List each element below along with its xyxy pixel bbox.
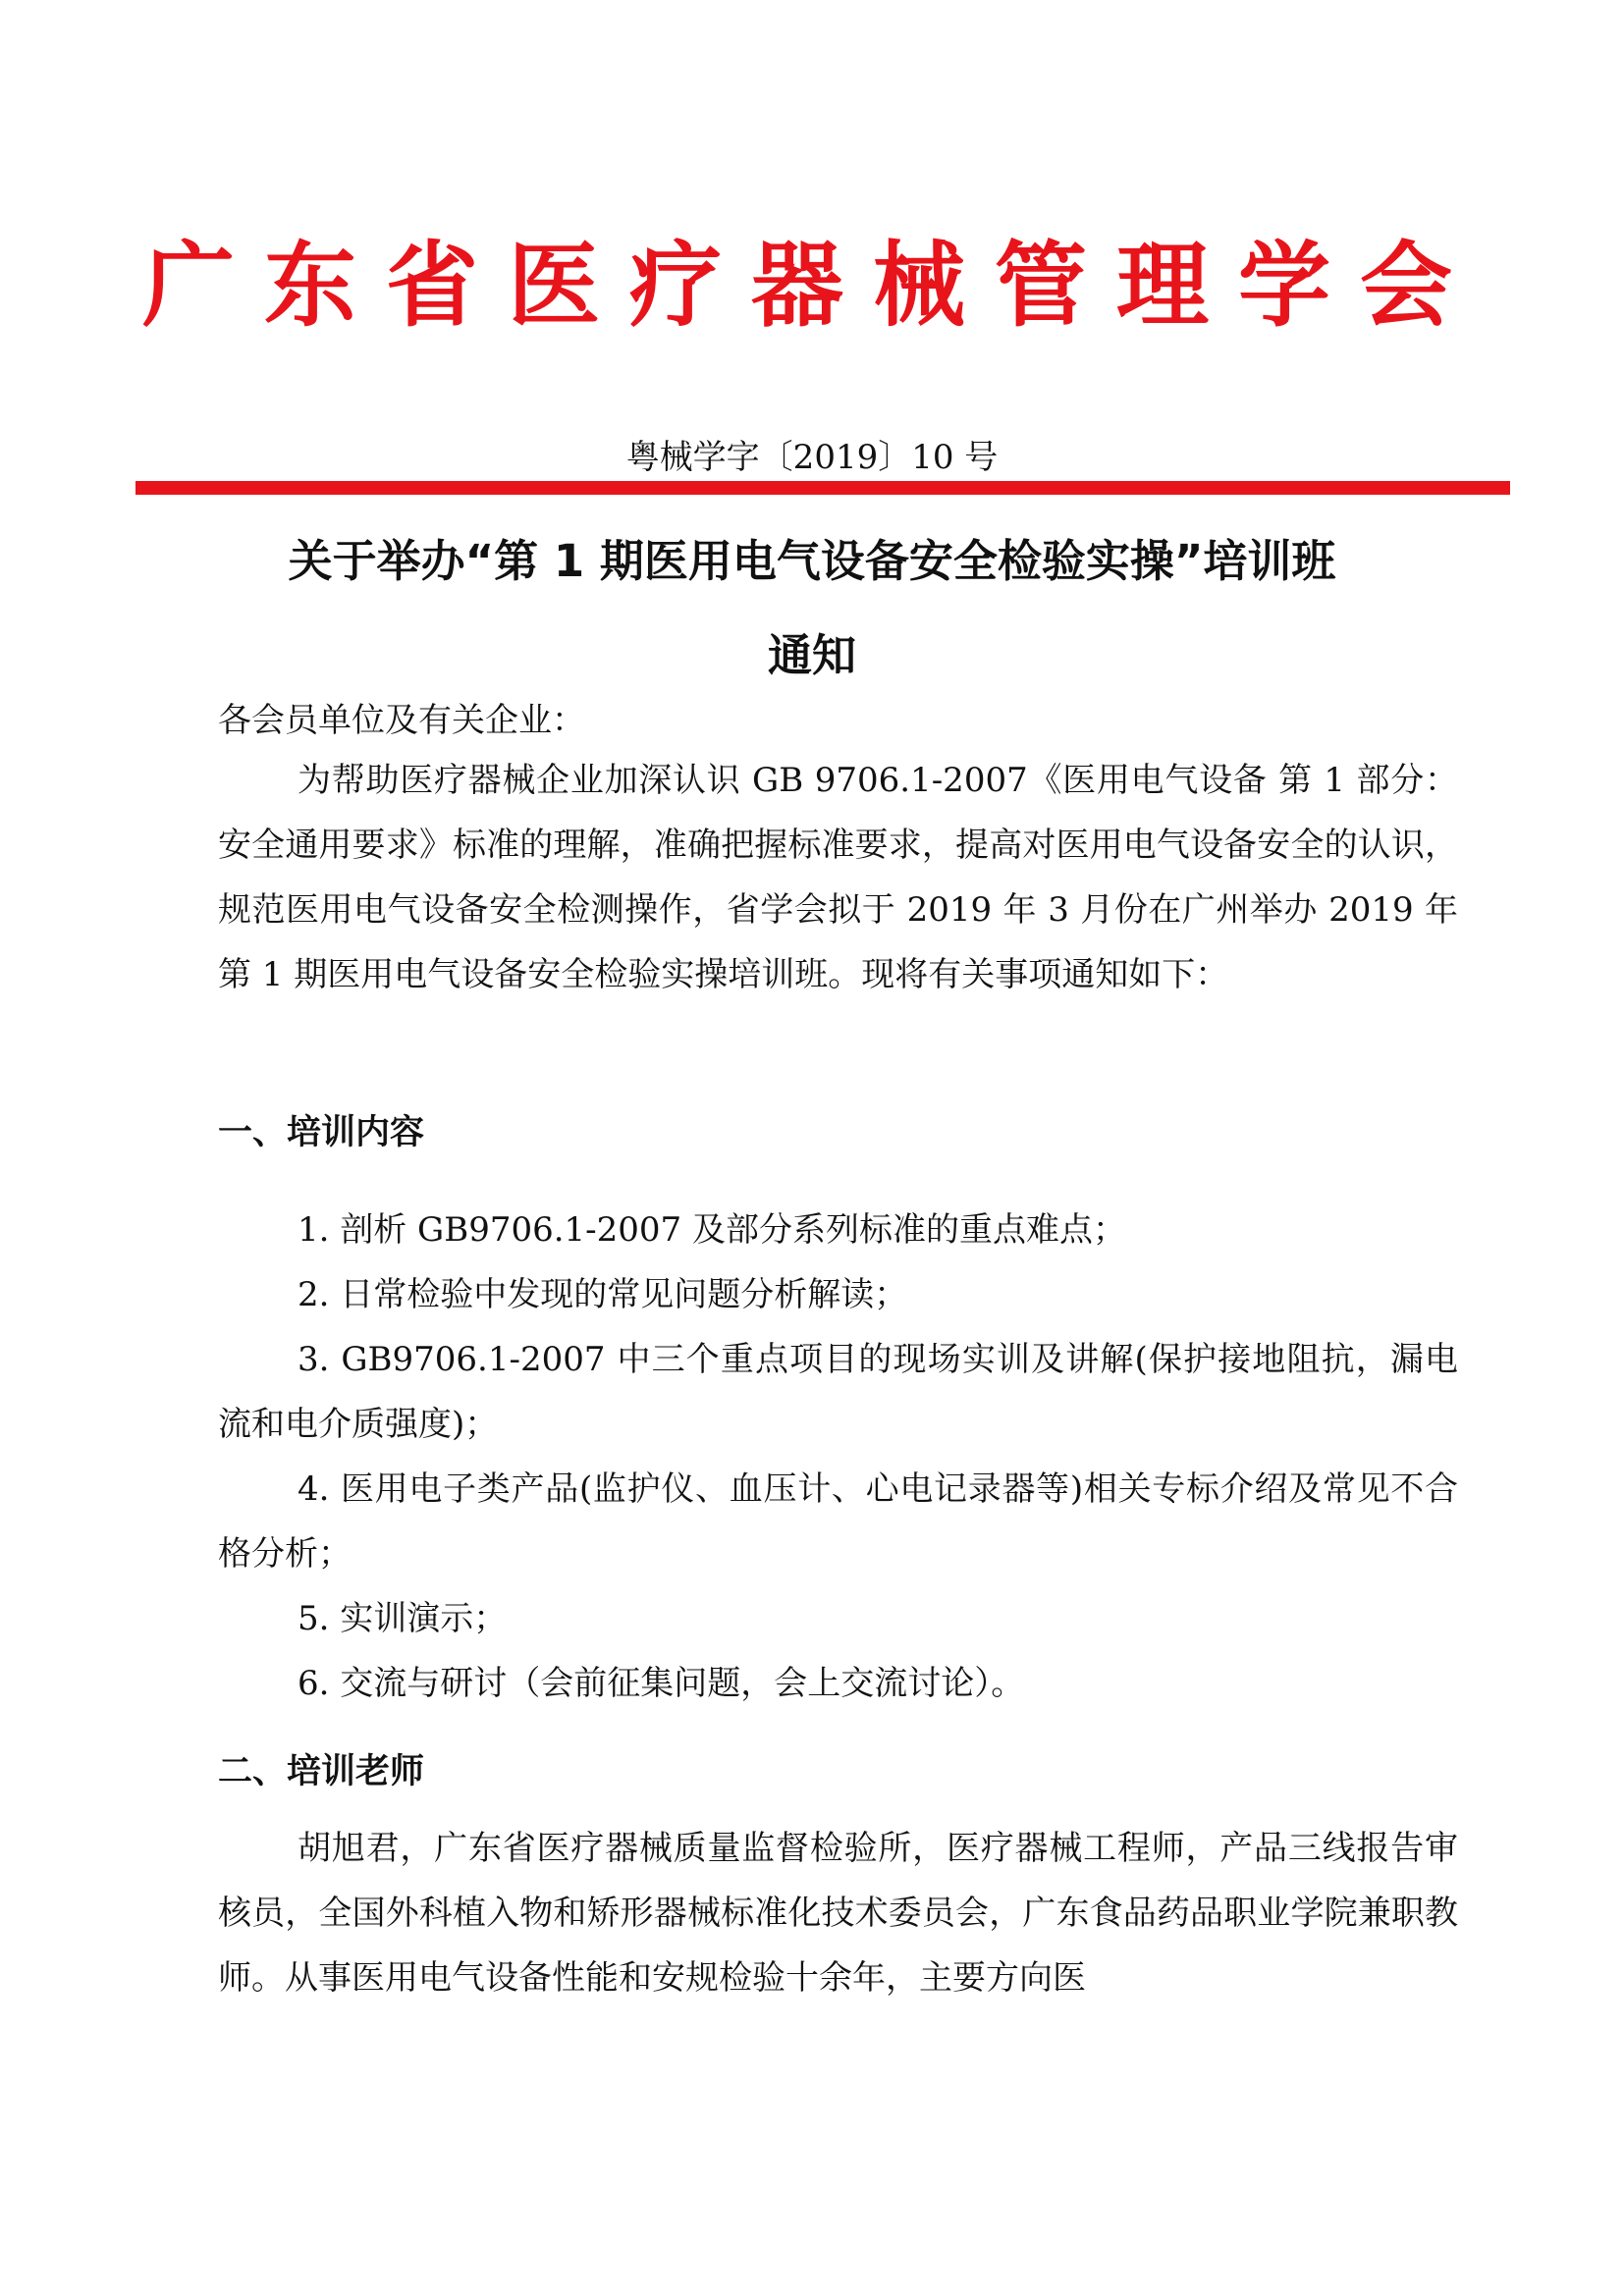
section-heading-content: 一、培训内容 xyxy=(218,1113,425,1152)
intro-paragraph: 为帮助医疗器械企业加深认识 GB 9706.1-2007《医用电气设备 第 1 部分：安全通用要求》标准的理解，准确把握标准要求，提高对医用电气设备安全的认识，规范医用电气设备安全检测操作，省学会拟于 2019 年 3 月份在广州举办 2019 年第 1 期医用电气设备安全检验实操培训班。现将有关事项通知如下： xyxy=(218,761,1458,994)
teacher-bio-paragraph: 胡旭君，广东省医疗器械质量监督检验所，医疗器械工程师，产品三线报告审核员，全国外科植入物和矫形器械标准化技术委员会，广东食品药品职业学院兼职教师。从事医用电气设备性能和安规检验十余年，主要方向医 xyxy=(218,1829,1458,1998)
document-number: 粤械学字〔2019〕10 号 xyxy=(625,438,999,477)
training-content-list xyxy=(218,1198,1458,1716)
organization-title: 广东省医疗器械管理学会 xyxy=(141,232,1482,340)
salutation: 各会员单位及有关企业： xyxy=(218,701,585,740)
notice-title-line-1: 关于举办“第 1 期医用电气设备安全检验实操”培训班 xyxy=(288,535,1336,587)
notice-title-line-2: 通知 xyxy=(767,629,856,681)
list-item: 1. 剖析 GB9706.1-2007 及部分系列标准的重点难点； xyxy=(298,1210,1126,1250)
red-divider-rule xyxy=(135,481,1510,495)
list-item: 5. 实训演示； xyxy=(298,1599,508,1638)
section-heading-teacher: 二、培训老师 xyxy=(218,1752,425,1791)
list-item: 3. GB9706.1-2007 中三个重点项目的现场实训及讲解(保护接地阻抗，漏电流和电介质强度)； xyxy=(218,1340,1458,1444)
list-item: 2. 日常检验中发现的常见问题分析解读； xyxy=(298,1275,908,1314)
list-item: 4. 医用电子类产品(监护仪、血压计、心电记录器等)相关专标介绍及常见不合格分析； xyxy=(218,1469,1458,1574)
list-item: 6. 交流与研讨（会前征集问题，会上交流讨论）。 xyxy=(298,1664,1025,1703)
